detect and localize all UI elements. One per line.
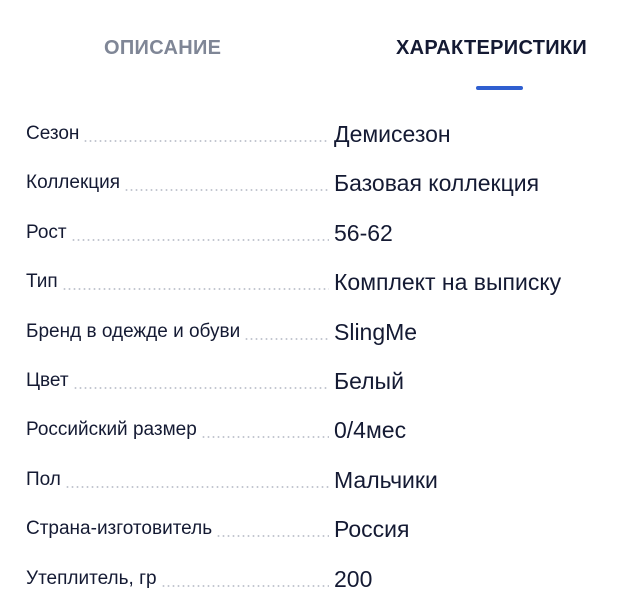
spec-value: Мальчики	[334, 466, 438, 493]
spec-key: Пол	[26, 468, 61, 490]
spec-key-container	[26, 416, 329, 442]
spec-key-container	[26, 268, 329, 294]
spec-key-container	[26, 565, 329, 591]
dotted-leader	[201, 435, 329, 439]
spec-row	[26, 209, 606, 258]
spec-key-container	[26, 367, 329, 393]
spec-key-container	[26, 318, 329, 344]
spec-row	[26, 110, 606, 159]
dotted-leader	[216, 534, 329, 538]
spec-key-container	[26, 219, 329, 245]
spec-key: Страна-изготовитель	[26, 518, 213, 540]
spec-row	[26, 555, 606, 604]
spec-key: Российский размер	[26, 419, 197, 441]
dotted-leader	[73, 386, 329, 390]
spec-row	[26, 258, 606, 307]
spec-key: Сезон	[26, 123, 80, 144]
spec-key-container	[26, 169, 329, 195]
dotted-leader	[244, 337, 329, 341]
spec-key: Цвет	[26, 369, 69, 391]
dotted-leader	[65, 485, 329, 489]
specs-list	[26, 110, 606, 604]
spec-key: Коллекция	[26, 172, 121, 194]
active-tab-indicator	[476, 86, 523, 90]
spec-row	[26, 308, 606, 357]
spec-value: Базовая коллекция	[334, 170, 540, 197]
spec-key: Утеплитель, гр	[26, 567, 157, 589]
spec-value: Белый	[334, 367, 404, 394]
spec-value: 56-62	[334, 219, 393, 246]
spec-row	[26, 357, 606, 406]
dotted-leader	[161, 584, 329, 588]
spec-key-container	[26, 515, 329, 541]
dotted-leader	[62, 287, 329, 291]
spec-key: Рост	[26, 221, 67, 243]
spec-row	[26, 505, 606, 554]
tab-characteristics[interactable]: ХАРАКТЕРИСТИКИ	[396, 37, 588, 59]
spec-value: SlingMe	[334, 318, 418, 345]
dotted-leader	[71, 238, 329, 242]
tab-description[interactable]: ОПИСАНИЕ	[104, 37, 222, 59]
spec-key: Тип	[26, 271, 58, 293]
spec-value: 0/4мес	[334, 417, 407, 444]
spec-key-container	[26, 120, 329, 146]
tab-bar	[0, 0, 631, 100]
spec-row	[26, 456, 606, 505]
spec-row	[26, 406, 606, 455]
dotted-leader	[83, 139, 329, 143]
spec-value: Демисезон	[334, 121, 451, 147]
spec-value: Россия	[334, 516, 410, 543]
dotted-leader	[124, 188, 329, 192]
spec-key: Бренд в одежде и обуви	[26, 320, 241, 342]
spec-value: Комплект на выписку	[334, 269, 562, 296]
spec-value: 200	[334, 565, 373, 592]
spec-row	[26, 159, 606, 208]
spec-key-container	[26, 466, 329, 492]
